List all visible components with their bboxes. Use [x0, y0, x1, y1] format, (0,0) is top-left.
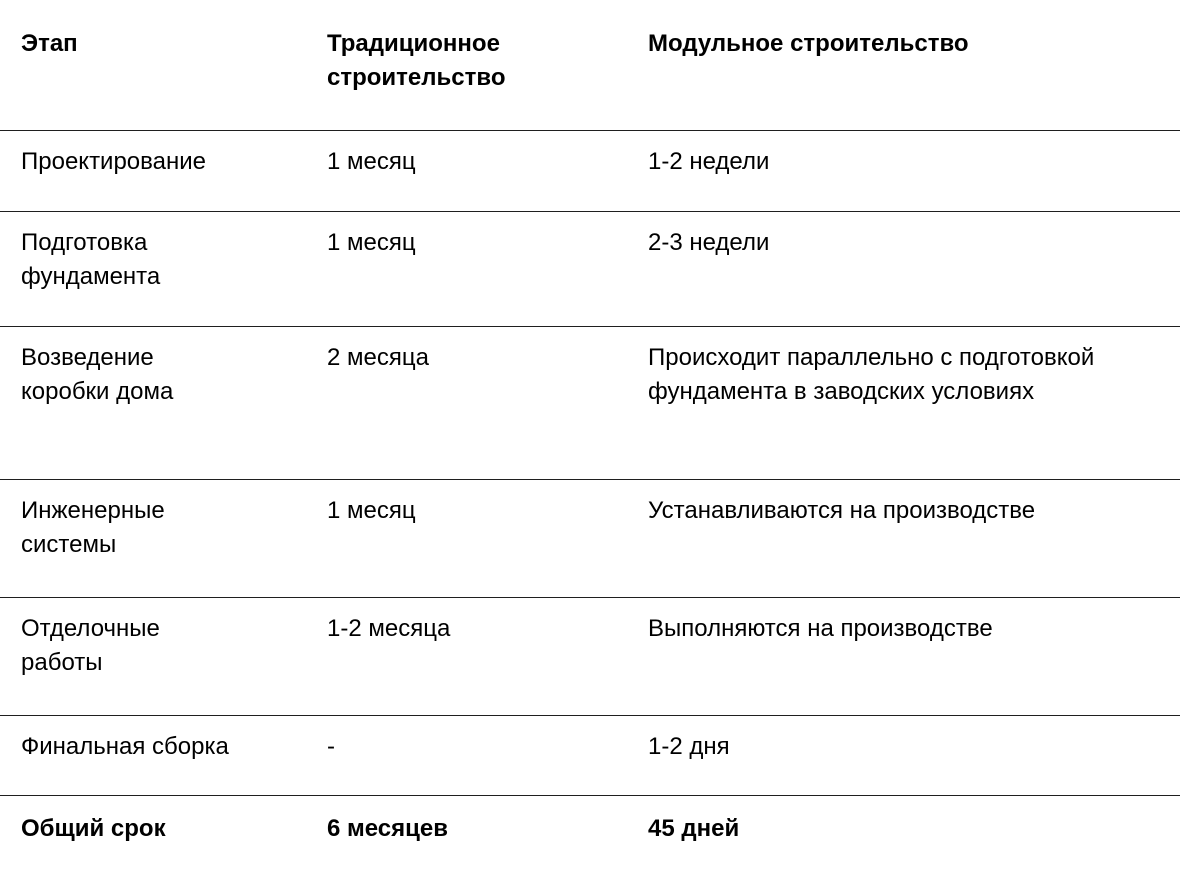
table-row — [0, 598, 1180, 716]
stage-cell: Инженерные системы — [21, 497, 165, 558]
table-row — [0, 716, 1180, 796]
stage-cell: Возведение коробки дома — [21, 344, 174, 405]
table-row — [0, 212, 1180, 327]
modular-cell: Устанавливаются на производстве — [648, 497, 1036, 524]
traditional-cell: 1-2 месяца — [327, 615, 451, 642]
table-row — [0, 327, 1180, 480]
modular-cell: 2-3 недели — [648, 229, 770, 256]
modular-cell: Выполняются на производстве — [648, 615, 993, 642]
total-modular: 45 дней — [648, 815, 740, 842]
modular-cell: Происходит параллельно с подготовкой фундамента в заводских условиях — [648, 344, 1095, 405]
total-label: Общий срок — [21, 815, 166, 842]
table-header-row — [0, 0, 1180, 131]
table-row — [0, 131, 1180, 212]
header-modular: Модульное строительство — [648, 30, 969, 57]
traditional-cell: 1 месяц — [327, 497, 416, 524]
traditional-cell: 1 месяц — [327, 148, 416, 175]
modular-cell: 1-2 недели — [648, 148, 770, 175]
header-traditional: Традиционное строительство — [327, 30, 506, 91]
stage-cell: Финальная сборка — [21, 733, 229, 760]
traditional-cell: 2 месяца — [327, 344, 429, 371]
table-total-row — [0, 796, 1180, 872]
traditional-cell: 1 месяц — [327, 229, 416, 256]
traditional-cell: - — [327, 733, 335, 760]
total-traditional: 6 месяцев — [327, 815, 449, 842]
header-stage: Этап — [21, 30, 78, 57]
modular-cell: 1-2 дня — [648, 733, 730, 760]
stage-cell: Подготовка фундамента — [21, 229, 161, 290]
stage-cell: Проектирование — [21, 148, 206, 175]
table-row — [0, 480, 1180, 598]
stage-cell: Отделочные работы — [21, 615, 160, 676]
